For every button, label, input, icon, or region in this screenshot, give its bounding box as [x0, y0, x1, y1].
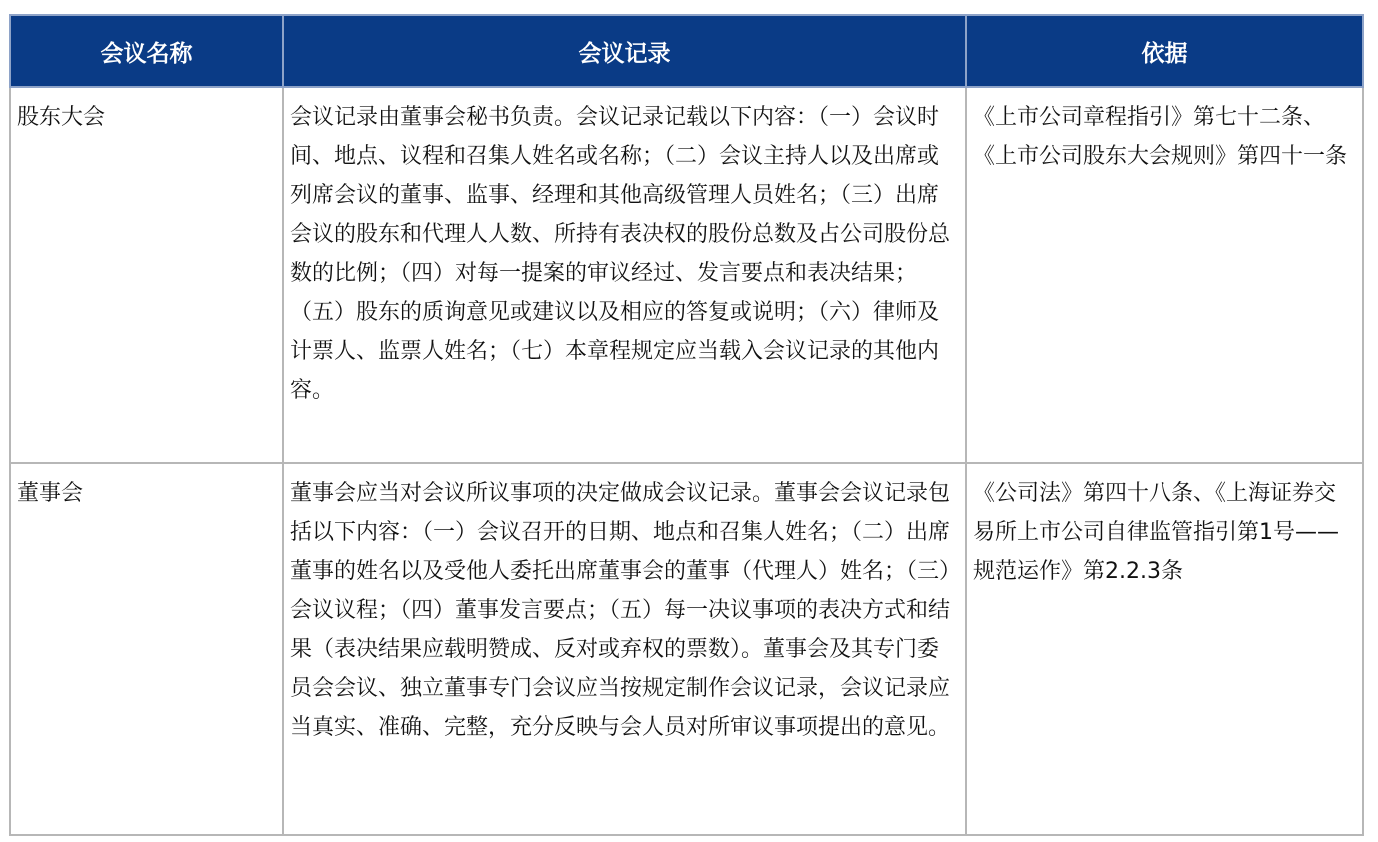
cell-meeting-name: 董事会 [10, 463, 283, 835]
table-row [10, 87, 1363, 463]
cell-meeting-record: 会议记录由董事会秘书负责。会议记录记载以下内容：（一）会议时间、地点、议程和召集人姓名或名称；（二）会议主持人以及出席或列席会议的董事、监事、经理和其他高级管理人员姓名；（三）出席会议的股东和代理人人数、所持有表决权的股份总数及占公司股份总数的比例；（四）对每一提案的审议经过、发言要点和表决结果；（五）股东的质询意见或建议以及相应的答复或说明；（六）律师及计票人、监票人姓名；（七）本章程规定应当载入会议记录的其他内容。 [283, 87, 966, 463]
cell-meeting-record: 董事会应当对会议所议事项的决定做成会议记录。董事会会议记录包括以下内容：（一）会议召开的日期、地点和召集人姓名；（二）出席董事的姓名以及受他人委托出席董事会的董事（代理人）姓名；（三）会议议程；（四）董事发言要点；（五）每一决议事项的表决方式和结果（表决结果应载明赞成、反对或弃权的票数）。董事会及其专门委员会会议、独立董事专门会议应当按规定制作会议记录，会议记录应当真实、准确、完整，充分反映与会人员对所审议事项提出的意见。 [283, 463, 966, 835]
cell-basis: 《上市公司章程指引》第七十二条、《上市公司股东大会规则》第四十一条 [966, 87, 1363, 463]
cell-basis: 《公司法》第四十八条、《上海证券交易所上市公司自律监管指引第1号——规范运作》第2.2.3条 [966, 463, 1363, 835]
header-row [10, 15, 1363, 87]
document-page [9, 14, 1362, 836]
table-header [10, 15, 1363, 87]
table-body [10, 87, 1363, 835]
header-meeting-name: 会议名称 [10, 15, 283, 87]
cell-meeting-name: 股东大会 [10, 87, 283, 463]
table-row [10, 463, 1363, 835]
header-basis: 依据 [966, 15, 1363, 87]
meeting-records-table [9, 14, 1364, 836]
header-meeting-record: 会议记录 [283, 15, 966, 87]
